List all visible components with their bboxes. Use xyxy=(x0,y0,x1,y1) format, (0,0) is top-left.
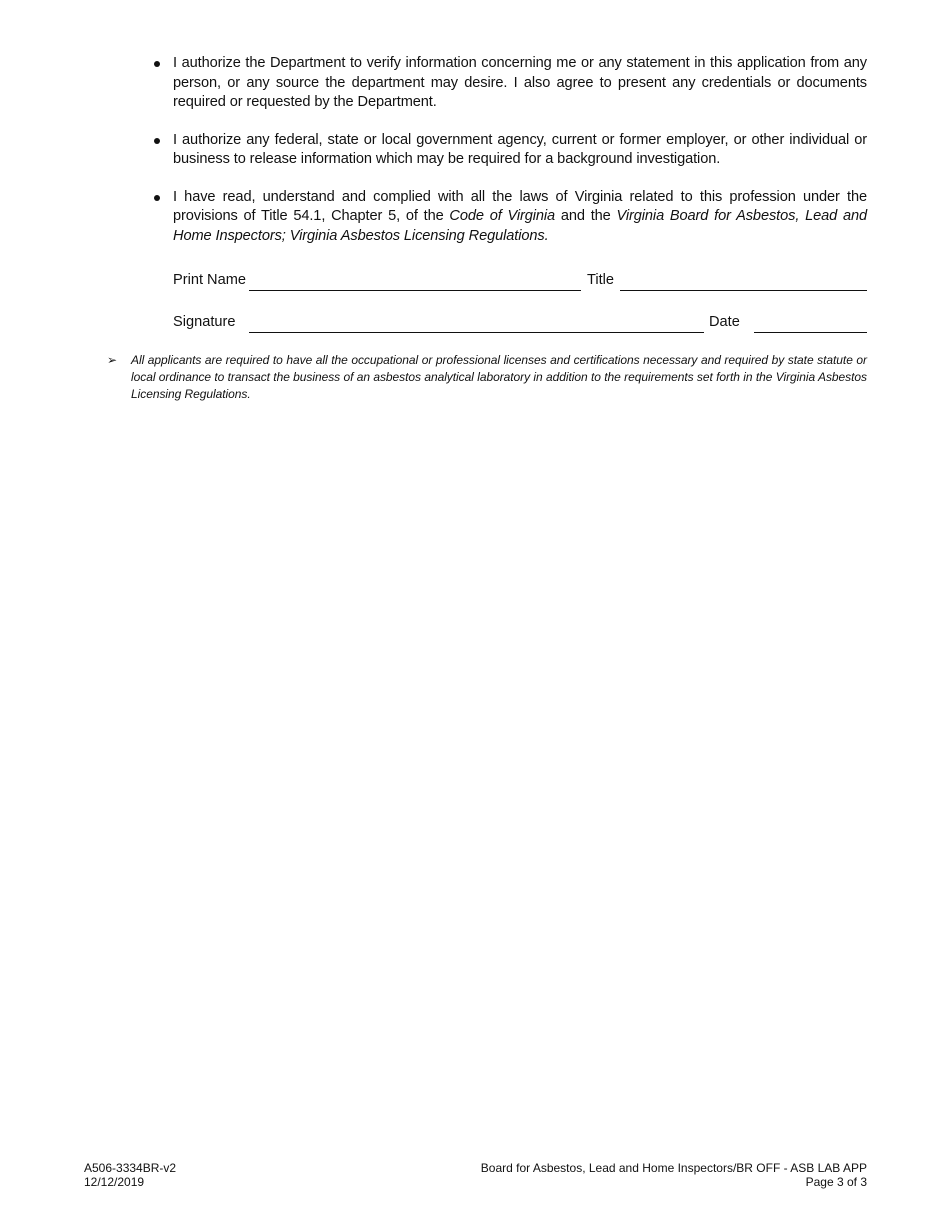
print-name-field[interactable] xyxy=(249,290,581,291)
bullet-text-part: I have read, understand and complied with all the laws of Virginia related to this profession under the provisions of Title 54.1, Chapter 5, of the xyxy=(173,188,867,224)
certification-bullets xyxy=(152,54,867,264)
bullet-dot-icon xyxy=(154,195,160,201)
form-date: 12/12/2019 xyxy=(84,1175,145,1189)
arrow-bullet-icon: ➢ xyxy=(107,353,118,367)
title-label: Title xyxy=(587,272,615,288)
bullet-text xyxy=(173,188,867,247)
board-line: Board for Asbestos, Lead and Home Inspectors/BR OFF - ASB LAB APP xyxy=(480,1161,867,1175)
print-name-label: Print Name xyxy=(173,272,246,288)
bullet-authorize-verify xyxy=(152,54,867,113)
requirements-note xyxy=(107,352,867,403)
requirements-note-text: All applicants are required to have all the occupational or professional licenses and certifications necessary and required by state statute or local ordinance to transact the business of an asbestos analytical laboratory in addition to the requirements set forth in the Virginia Asbestos Licensing Regulations. xyxy=(131,353,867,401)
bullet-text-part: and the xyxy=(555,208,617,224)
code-of-virginia-italic: Code of Virginia xyxy=(449,208,556,224)
signature-field[interactable] xyxy=(249,332,704,333)
bullet-authorize-release xyxy=(152,131,867,170)
print-name-title-row xyxy=(173,272,867,292)
signature-date-row xyxy=(173,314,867,334)
footer-form-info xyxy=(84,1161,176,1189)
date-label: Date xyxy=(709,314,740,330)
bullet-read-laws xyxy=(152,188,867,247)
date-field[interactable] xyxy=(754,332,867,333)
footer-board-info xyxy=(481,1161,867,1189)
bullet-text: I authorize any federal, state or local government agency, current or former employer, or other individual or business to release information which may be required for a background investigation. xyxy=(173,131,867,167)
form-number: A506-3334BR-v2 xyxy=(84,1161,177,1175)
bullet-text: I authorize the Department to verify information concerning me or any statement in this application from any person, or any source the department may desire. I also agree to present any credentials or documents required or requested by the Department. xyxy=(173,55,867,110)
title-field[interactable] xyxy=(620,290,867,291)
bullet-dot-icon xyxy=(154,138,160,144)
bullet-dot-icon xyxy=(154,61,160,67)
signature-label: Signature xyxy=(173,314,236,330)
regulations-italic: Virginia Board for Asbestos, Lead and Home Inspectors; Virginia Asbestos Licensing Regulations. xyxy=(173,208,867,244)
page-number: Page 3 of 3 xyxy=(805,1175,867,1189)
